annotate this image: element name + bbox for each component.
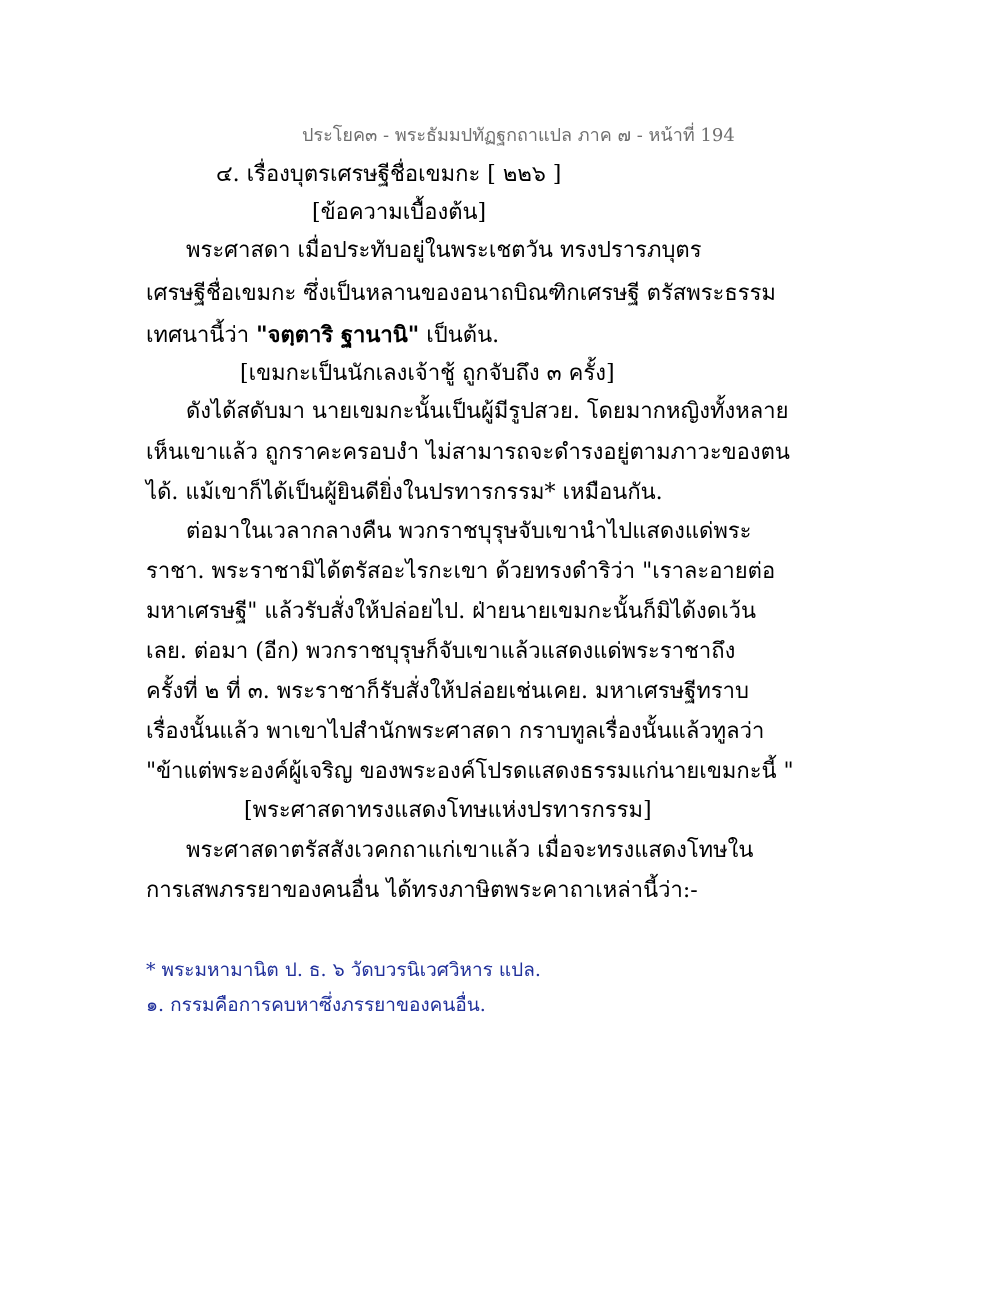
text-line: "ข้าแต่พระองค์ผู้เจริญ ของพระองค์โปรดแสดงธรรมแก่นายเขมกะนี้ " xyxy=(146,759,794,784)
section-heading-gambler: [เขมกะเป็นนักเลงเจ้าชู้ ถูกจับถึง ๓ ครั้ง] xyxy=(240,361,615,386)
text-line: พระศาสดา เมื่อประทับอยู่ในพระเชตวัน ทรงปรารภบุตร xyxy=(186,238,702,263)
text-line: มหาเศรษฐี" แล้วรับสั่งให้ปล่อยไป. ฝ่ายนายเขมกะนั้นก็มิได้งดเว้น xyxy=(146,599,756,624)
text-line: พระศาสดาตรัสสังเวคกถาแก่เขาแล้ว เมื่อจะทรงแสดงโทษใน xyxy=(186,838,754,863)
text-line: ราชา. พระราชามิได้ตรัสอะไรกะเขา ด้วยทรงดำริว่า "เราละอายต่อ xyxy=(146,559,776,584)
text-line: เห็นเขาแล้ว ถูกราคะครอบงำ ไม่สามารถจะดำรงอยู่ตามภาวะของตน xyxy=(146,440,790,465)
story-title: ๔. เรื่องบุตรเศรษฐีชื่อเขมกะ [ ๒๒๖ ] xyxy=(216,162,562,187)
page-header: ประโยค๓ - พระธัมมปทัฏฐกถาแปล ภาค ๗ - หน้าที่ 194 xyxy=(302,125,735,146)
text-span: เทศนานี้ว่า xyxy=(146,323,257,348)
footnote-definition: ๑. กรรมคือการคบหาซึ่งภรรยาของคนอื่น. xyxy=(146,994,486,1016)
section-heading-intro: [ข้อความเบื้องต้น] xyxy=(312,200,487,225)
text-line-with-quote xyxy=(146,320,499,351)
text-line: ดังได้สดับมา นายเขมกะนั้นเป็นผู้มีรูปสวย. โดยมากหญิงทั้งหลาย xyxy=(186,399,789,424)
text-line: เศรษฐีชื่อเขมกะ ซึ่งเป็นหลานของอนาถบิณฑิกเศรษฐี ตรัสพระธรรม xyxy=(146,281,776,306)
pali-quote: "จตฺตาริ ฐานานิ" xyxy=(256,322,420,348)
text-span: เป็นต้น. xyxy=(419,323,500,348)
text-line: เรื่องนั้นแล้ว พาเขาไปสำนักพระศาสดา กราบทูลเรื่องนั้นแล้วทูลว่า xyxy=(146,719,765,744)
text-line: ต่อมาในเวลากลางคืน พวกราชบุรุษจับเขานำไปแสดงแด่พระ xyxy=(186,519,752,544)
text-line: การเสพภรรยาของคนอื่น ได้ทรงภาษิตพระคาถาเหล่านี้ว่า:- xyxy=(146,878,698,903)
text-line: เลย. ต่อมา (อีก) พวกราชบุรุษก็จับเขาแล้วแสดงแด่พระราชาถึง xyxy=(146,639,736,664)
text-line: ได้. แม้เขาก็ได้เป็นผู้ยินดียิ่งในปรทารกรรม* เหมือนกัน. xyxy=(146,480,663,505)
section-heading-dharma: [พระศาสดาทรงแสดงโทษแห่งปรทารกรรม] xyxy=(244,798,652,823)
text-line: ครั้งที่ ๒ ที่ ๓. พระราชาก็รับสั่งให้ปล่อยเช่นเคย. มหาเศรษฐีทราบ xyxy=(146,679,749,704)
footnote-translator: * พระมหามานิต ป. ธ. ๖ วัดบวรนิเวศวิหาร แปล. xyxy=(146,959,541,981)
